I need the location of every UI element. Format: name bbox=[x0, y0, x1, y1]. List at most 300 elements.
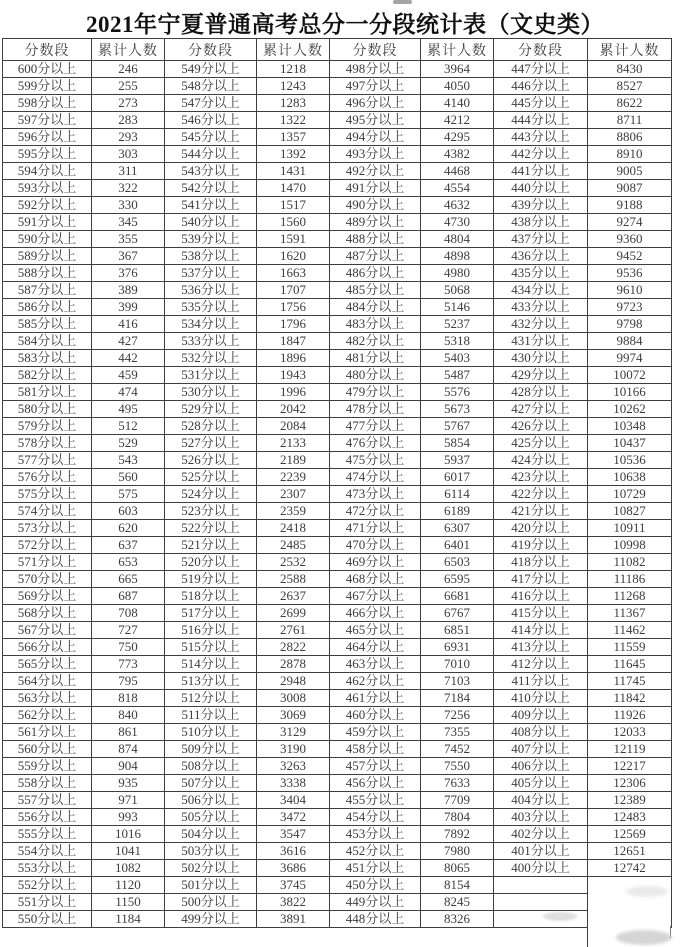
score-range-cell: 481分以上 bbox=[330, 350, 421, 367]
cumulative-count-cell: 4898 bbox=[421, 248, 494, 265]
score-range-cell: 412分以上 bbox=[494, 656, 588, 673]
cumulative-count-cell: 5068 bbox=[421, 282, 494, 299]
cumulative-count-cell: 10262 bbox=[588, 401, 672, 418]
table-row bbox=[3, 95, 672, 112]
cumulative-count-cell: 9536 bbox=[588, 265, 672, 282]
score-range-cell: 589分以上 bbox=[3, 248, 92, 265]
cumulative-count-cell: 9087 bbox=[588, 180, 672, 197]
score-range-cell: 503分以上 bbox=[165, 843, 257, 860]
cumulative-count-cell: 8326 bbox=[421, 911, 494, 928]
score-range-cell: 440分以上 bbox=[494, 180, 588, 197]
cumulative-count-cell: 2822 bbox=[257, 639, 330, 656]
score-range-cell: 499分以上 bbox=[165, 911, 257, 928]
cumulative-count-cell: 7550 bbox=[421, 758, 494, 775]
score-range-cell: 495分以上 bbox=[330, 112, 421, 129]
cumulative-count-cell: 7256 bbox=[421, 707, 494, 724]
scan-smudge bbox=[626, 886, 668, 897]
score-range-cell: 598分以上 bbox=[3, 95, 92, 112]
cumulative-count-cell: 495 bbox=[92, 401, 165, 418]
cumulative-count-cell: 7804 bbox=[421, 809, 494, 826]
cumulative-count-cell: 10348 bbox=[588, 418, 672, 435]
cumulative-count-cell: 9005 bbox=[588, 163, 672, 180]
score-range-cell: 583分以上 bbox=[3, 350, 92, 367]
table-row bbox=[3, 469, 672, 486]
score-range-cell: 461分以上 bbox=[330, 690, 421, 707]
cumulative-count-cell: 8711 bbox=[588, 112, 672, 129]
score-range-cell: 465分以上 bbox=[330, 622, 421, 639]
table-row bbox=[3, 248, 672, 265]
cumulative-count-cell: 1322 bbox=[257, 112, 330, 129]
score-range-cell: 537分以上 bbox=[165, 265, 257, 282]
cumulative-count-cell: 12119 bbox=[588, 741, 672, 758]
score-range-cell: 554分以上 bbox=[3, 843, 92, 860]
score-range-cell: 522分以上 bbox=[165, 520, 257, 537]
cumulative-count-cell: 10166 bbox=[588, 384, 672, 401]
cumulative-count-cell: 3964 bbox=[421, 61, 494, 78]
score-range-cell: 514分以上 bbox=[165, 656, 257, 673]
score-range-cell: 441分以上 bbox=[494, 163, 588, 180]
score-range-cell: 592分以上 bbox=[3, 197, 92, 214]
cumulative-count-cell: 971 bbox=[92, 792, 165, 809]
scan-smudge bbox=[616, 930, 672, 945]
cumulative-count-cell: 1620 bbox=[257, 248, 330, 265]
score-range-cell: 423分以上 bbox=[494, 469, 588, 486]
header-cell-cumulative-count-2: 累计人数 bbox=[257, 39, 330, 61]
score-range-cell: 474分以上 bbox=[330, 469, 421, 486]
score-range-cell: 540分以上 bbox=[165, 214, 257, 231]
score-range-cell: 558分以上 bbox=[3, 775, 92, 792]
cumulative-count-cell: 2359 bbox=[257, 503, 330, 520]
table-row bbox=[3, 622, 672, 639]
score-range-cell: 428分以上 bbox=[494, 384, 588, 401]
cumulative-count-cell: 1847 bbox=[257, 333, 330, 350]
cumulative-count-cell: 2948 bbox=[257, 673, 330, 690]
cumulative-count-cell: 10998 bbox=[588, 537, 672, 554]
cumulative-count-cell: 1392 bbox=[257, 146, 330, 163]
cumulative-count-cell: 773 bbox=[92, 656, 165, 673]
score-range-cell: 427分以上 bbox=[494, 401, 588, 418]
cumulative-count-cell: 1663 bbox=[257, 265, 330, 282]
score-range-cell: 594分以上 bbox=[3, 163, 92, 180]
score-range-cell: 538分以上 bbox=[165, 248, 257, 265]
score-range-cell: 403分以上 bbox=[494, 809, 588, 826]
cumulative-count-cell: 637 bbox=[92, 537, 165, 554]
cumulative-count-cell: 5237 bbox=[421, 316, 494, 333]
cumulative-count-cell: 12569 bbox=[588, 826, 672, 843]
cumulative-count-cell: 4140 bbox=[421, 95, 494, 112]
score-range-cell: 568分以上 bbox=[3, 605, 92, 622]
score-range-cell: 536分以上 bbox=[165, 282, 257, 299]
table-row bbox=[3, 265, 672, 282]
scan-artifact-mark bbox=[393, 0, 412, 4]
score-range-cell: 518分以上 bbox=[165, 588, 257, 605]
score-range-cell bbox=[494, 877, 588, 894]
cumulative-count-cell: 10072 bbox=[588, 367, 672, 384]
score-range-cell: 561分以上 bbox=[3, 724, 92, 741]
table-row bbox=[3, 690, 672, 707]
cumulative-count-cell: 7980 bbox=[421, 843, 494, 860]
table-row bbox=[3, 571, 672, 588]
score-range-cell: 531分以上 bbox=[165, 367, 257, 384]
score-range-cell: 523分以上 bbox=[165, 503, 257, 520]
header-cell-score-range-1: 分数段 bbox=[3, 39, 92, 61]
cumulative-count-cell: 2133 bbox=[257, 435, 330, 452]
cumulative-count-cell: 273 bbox=[92, 95, 165, 112]
score-range-cell: 468分以上 bbox=[330, 571, 421, 588]
score-range-cell bbox=[494, 894, 588, 911]
cumulative-count-cell: 442 bbox=[92, 350, 165, 367]
cumulative-count-cell: 4295 bbox=[421, 129, 494, 146]
cumulative-count-cell: 1218 bbox=[257, 61, 330, 78]
table-row bbox=[3, 707, 672, 724]
table-row bbox=[3, 639, 672, 656]
table-row bbox=[3, 129, 672, 146]
cumulative-count-cell: 1756 bbox=[257, 299, 330, 316]
score-range-cell: 573分以上 bbox=[3, 520, 92, 537]
cumulative-count-cell: 935 bbox=[92, 775, 165, 792]
score-range-cell: 483分以上 bbox=[330, 316, 421, 333]
cumulative-count-cell: 3745 bbox=[257, 877, 330, 894]
score-range-cell: 476分以上 bbox=[330, 435, 421, 452]
score-range-cell: 500分以上 bbox=[165, 894, 257, 911]
table-row bbox=[3, 656, 672, 673]
score-range-cell: 426分以上 bbox=[494, 418, 588, 435]
cumulative-count-cell: 416 bbox=[92, 316, 165, 333]
score-range-cell: 545分以上 bbox=[165, 129, 257, 146]
cumulative-count-cell: 7103 bbox=[421, 673, 494, 690]
cumulative-count-cell: 399 bbox=[92, 299, 165, 316]
table-body bbox=[3, 61, 672, 928]
score-range-cell: 435分以上 bbox=[494, 265, 588, 282]
cumulative-count-cell: 3338 bbox=[257, 775, 330, 792]
cumulative-count-cell: 11745 bbox=[588, 673, 672, 690]
score-range-cell: 413分以上 bbox=[494, 639, 588, 656]
score-range-cell: 559分以上 bbox=[3, 758, 92, 775]
cumulative-count-cell: 10536 bbox=[588, 452, 672, 469]
cumulative-count-cell: 1041 bbox=[92, 843, 165, 860]
score-range-cell: 419分以上 bbox=[494, 537, 588, 554]
table-row bbox=[3, 605, 672, 622]
cumulative-count-cell: 1082 bbox=[92, 860, 165, 877]
score-range-cell: 444分以上 bbox=[494, 112, 588, 129]
cumulative-count-cell: 3891 bbox=[257, 911, 330, 928]
table-row bbox=[3, 282, 672, 299]
score-range-cell: 584分以上 bbox=[3, 333, 92, 350]
cumulative-count-cell: 529 bbox=[92, 435, 165, 452]
header-cell-cumulative-count-1: 累计人数 bbox=[92, 39, 165, 61]
cumulative-count-cell: 560 bbox=[92, 469, 165, 486]
score-range-cell: 582分以上 bbox=[3, 367, 92, 384]
cumulative-count-cell: 311 bbox=[92, 163, 165, 180]
cumulative-count-cell: 7010 bbox=[421, 656, 494, 673]
cumulative-count-cell: 367 bbox=[92, 248, 165, 265]
score-range-cell: 450分以上 bbox=[330, 877, 421, 894]
cumulative-count-cell: 9188 bbox=[588, 197, 672, 214]
table-row bbox=[3, 112, 672, 129]
cumulative-count-cell: 7892 bbox=[421, 826, 494, 843]
header-cell-score-range-2: 分数段 bbox=[165, 39, 257, 61]
scan-smudge bbox=[543, 912, 577, 921]
score-range-cell: 464分以上 bbox=[330, 639, 421, 656]
score-range-cell: 487分以上 bbox=[330, 248, 421, 265]
score-range-cell: 455分以上 bbox=[330, 792, 421, 809]
score-range-cell: 579分以上 bbox=[3, 418, 92, 435]
table-row bbox=[3, 418, 672, 435]
score-range-cell: 409分以上 bbox=[494, 707, 588, 724]
score-range-cell: 543分以上 bbox=[165, 163, 257, 180]
score-range-cell: 424分以上 bbox=[494, 452, 588, 469]
cumulative-count-cell: 7355 bbox=[421, 724, 494, 741]
score-range-cell: 472分以上 bbox=[330, 503, 421, 520]
cumulative-count-cell: 1150 bbox=[92, 894, 165, 911]
score-range-cell: 431分以上 bbox=[494, 333, 588, 350]
score-range-cell: 515分以上 bbox=[165, 639, 257, 656]
cumulative-count-cell: 603 bbox=[92, 503, 165, 520]
cumulative-count-cell: 10911 bbox=[588, 520, 672, 537]
score-range-cell: 460分以上 bbox=[330, 707, 421, 724]
score-range-cell: 574分以上 bbox=[3, 503, 92, 520]
cumulative-count-cell: 11268 bbox=[588, 588, 672, 605]
score-range-cell: 448分以上 bbox=[330, 911, 421, 928]
score-range-cell: 457分以上 bbox=[330, 758, 421, 775]
cumulative-count-cell: 750 bbox=[92, 639, 165, 656]
score-range-cell: 408分以上 bbox=[494, 724, 588, 741]
score-range-cell: 551分以上 bbox=[3, 894, 92, 911]
cumulative-count-cell: 9452 bbox=[588, 248, 672, 265]
score-range-cell: 438分以上 bbox=[494, 214, 588, 231]
table-row bbox=[3, 350, 672, 367]
table-row bbox=[3, 503, 672, 520]
score-range-cell: 463分以上 bbox=[330, 656, 421, 673]
cumulative-count-cell: 6931 bbox=[421, 639, 494, 656]
cumulative-count-cell: 1184 bbox=[92, 911, 165, 928]
cumulative-count-cell: 2532 bbox=[257, 554, 330, 571]
score-range-cell: 532分以上 bbox=[165, 350, 257, 367]
cumulative-count-cell: 11462 bbox=[588, 622, 672, 639]
cumulative-count-cell: 11559 bbox=[588, 639, 672, 656]
score-range-cell: 475分以上 bbox=[330, 452, 421, 469]
cumulative-count-cell: 2042 bbox=[257, 401, 330, 418]
score-range-cell: 526分以上 bbox=[165, 452, 257, 469]
cumulative-count-cell: 1016 bbox=[92, 826, 165, 843]
score-range-cell: 591分以上 bbox=[3, 214, 92, 231]
cumulative-count-cell: 543 bbox=[92, 452, 165, 469]
score-range-cell: 506分以上 bbox=[165, 792, 257, 809]
table-row bbox=[3, 775, 672, 792]
cumulative-count-cell: 3263 bbox=[257, 758, 330, 775]
score-range-cell: 566分以上 bbox=[3, 639, 92, 656]
cumulative-count-cell: 11842 bbox=[588, 690, 672, 707]
table-header bbox=[3, 39, 672, 61]
cumulative-count-cell: 427 bbox=[92, 333, 165, 350]
cumulative-count-cell: 8245 bbox=[421, 894, 494, 911]
score-range-cell: 597分以上 bbox=[3, 112, 92, 129]
table-row bbox=[3, 299, 672, 316]
cumulative-count-cell: 11926 bbox=[588, 707, 672, 724]
score-range-cell: 533分以上 bbox=[165, 333, 257, 350]
score-range-cell: 534分以上 bbox=[165, 316, 257, 333]
table-row bbox=[3, 741, 672, 758]
cumulative-count-cell: 11186 bbox=[588, 571, 672, 588]
score-range-cell: 569分以上 bbox=[3, 588, 92, 605]
score-range-cell: 513分以上 bbox=[165, 673, 257, 690]
score-range-cell: 492分以上 bbox=[330, 163, 421, 180]
cumulative-count-cell: 7452 bbox=[421, 741, 494, 758]
cumulative-count-cell: 993 bbox=[92, 809, 165, 826]
score-range-cell: 482分以上 bbox=[330, 333, 421, 350]
cumulative-count-cell: 708 bbox=[92, 605, 165, 622]
cumulative-count-cell: 6851 bbox=[421, 622, 494, 639]
cumulative-count-cell: 5937 bbox=[421, 452, 494, 469]
score-range-cell: 541分以上 bbox=[165, 197, 257, 214]
cumulative-count-cell: 9360 bbox=[588, 231, 672, 248]
cumulative-count-cell: 12306 bbox=[588, 775, 672, 792]
cumulative-count-cell: 687 bbox=[92, 588, 165, 605]
score-range-cell: 529分以上 bbox=[165, 401, 257, 418]
score-range-cell: 497分以上 bbox=[330, 78, 421, 95]
score-range-cell: 458分以上 bbox=[330, 741, 421, 758]
cumulative-count-cell: 575 bbox=[92, 486, 165, 503]
cumulative-count-cell: 330 bbox=[92, 197, 165, 214]
table-row bbox=[3, 452, 672, 469]
score-range-cell: 401分以上 bbox=[494, 843, 588, 860]
cumulative-count-cell: 283 bbox=[92, 112, 165, 129]
cumulative-count-cell: 795 bbox=[92, 673, 165, 690]
cumulative-count-cell: 2699 bbox=[257, 605, 330, 622]
score-range-cell: 539分以上 bbox=[165, 231, 257, 248]
score-range-cell: 575分以上 bbox=[3, 486, 92, 503]
score-range-cell: 432分以上 bbox=[494, 316, 588, 333]
score-range-cell: 587分以上 bbox=[3, 282, 92, 299]
cumulative-count-cell: 10827 bbox=[588, 503, 672, 520]
cumulative-count-cell: 3616 bbox=[257, 843, 330, 860]
cumulative-count-cell: 5767 bbox=[421, 418, 494, 435]
score-range-cell: 525分以上 bbox=[165, 469, 257, 486]
table-row bbox=[3, 860, 672, 877]
cumulative-count-cell: 8527 bbox=[588, 78, 672, 95]
score-range-cell: 560分以上 bbox=[3, 741, 92, 758]
cumulative-count-cell: 8065 bbox=[421, 860, 494, 877]
cumulative-count-cell: 12483 bbox=[588, 809, 672, 826]
score-range-cell: 508分以上 bbox=[165, 758, 257, 775]
header-cell-cumulative-count-3: 累计人数 bbox=[421, 39, 494, 61]
table-row bbox=[3, 809, 672, 826]
cumulative-count-cell: 2189 bbox=[257, 452, 330, 469]
score-range-cell: 484分以上 bbox=[330, 299, 421, 316]
cumulative-count-cell: 293 bbox=[92, 129, 165, 146]
cumulative-count-cell: 5318 bbox=[421, 333, 494, 350]
score-range-cell: 471分以上 bbox=[330, 520, 421, 537]
score-range-cell: 454分以上 bbox=[330, 809, 421, 826]
cumulative-count-cell: 376 bbox=[92, 265, 165, 282]
score-range-cell: 548分以上 bbox=[165, 78, 257, 95]
score-range-cell: 422分以上 bbox=[494, 486, 588, 503]
table-row bbox=[3, 316, 672, 333]
table-row bbox=[3, 214, 672, 231]
score-range-cell: 470分以上 bbox=[330, 537, 421, 554]
score-range-cell: 478分以上 bbox=[330, 401, 421, 418]
cumulative-count-cell: 5854 bbox=[421, 435, 494, 452]
score-range-cell: 447分以上 bbox=[494, 61, 588, 78]
score-range-cell: 535分以上 bbox=[165, 299, 257, 316]
score-range-cell: 417分以上 bbox=[494, 571, 588, 588]
cumulative-count-cell: 874 bbox=[92, 741, 165, 758]
cumulative-count-cell: 355 bbox=[92, 231, 165, 248]
score-range-cell: 410分以上 bbox=[494, 690, 588, 707]
score-range-cell: 571分以上 bbox=[3, 554, 92, 571]
table-row bbox=[3, 554, 672, 571]
cumulative-count-cell: 904 bbox=[92, 758, 165, 775]
cumulative-count-cell bbox=[588, 894, 672, 911]
table-row bbox=[3, 673, 672, 690]
cumulative-count-cell: 2307 bbox=[257, 486, 330, 503]
cumulative-count-cell: 4468 bbox=[421, 163, 494, 180]
cumulative-count-cell: 5487 bbox=[421, 367, 494, 384]
score-range-cell: 421分以上 bbox=[494, 503, 588, 520]
table-row bbox=[3, 384, 672, 401]
score-range-cell: 600分以上 bbox=[3, 61, 92, 78]
score-range-cell: 528分以上 bbox=[165, 418, 257, 435]
cumulative-count-cell: 2418 bbox=[257, 520, 330, 537]
cumulative-count-cell: 8622 bbox=[588, 95, 672, 112]
score-range-cell: 519分以上 bbox=[165, 571, 257, 588]
score-range-cell: 404分以上 bbox=[494, 792, 588, 809]
score-range-cell: 485分以上 bbox=[330, 282, 421, 299]
score-range-cell: 498分以上 bbox=[330, 61, 421, 78]
score-range-cell: 479分以上 bbox=[330, 384, 421, 401]
cumulative-count-cell: 12651 bbox=[588, 843, 672, 860]
score-range-cell: 511分以上 bbox=[165, 707, 257, 724]
score-range-cell: 425分以上 bbox=[494, 435, 588, 452]
score-range-cell: 516分以上 bbox=[165, 622, 257, 639]
score-range-cell: 494分以上 bbox=[330, 129, 421, 146]
cumulative-count-cell: 12217 bbox=[588, 758, 672, 775]
table-row bbox=[3, 826, 672, 843]
cumulative-count-cell: 10437 bbox=[588, 435, 672, 452]
score-range-cell: 504分以上 bbox=[165, 826, 257, 843]
score-range-cell: 502分以上 bbox=[165, 860, 257, 877]
cumulative-count-cell: 1560 bbox=[257, 214, 330, 231]
cumulative-count-cell bbox=[588, 911, 672, 928]
table-row bbox=[3, 367, 672, 384]
score-range-cell: 501分以上 bbox=[165, 877, 257, 894]
score-range-cell: 459分以上 bbox=[330, 724, 421, 741]
cumulative-count-cell: 8154 bbox=[421, 877, 494, 894]
score-range-cell: 595分以上 bbox=[3, 146, 92, 163]
cumulative-count-cell: 474 bbox=[92, 384, 165, 401]
cumulative-count-cell: 3129 bbox=[257, 724, 330, 741]
cumulative-count-cell: 4212 bbox=[421, 112, 494, 129]
score-range-cell: 416分以上 bbox=[494, 588, 588, 605]
score-range-cell: 405分以上 bbox=[494, 775, 588, 792]
cumulative-count-cell: 861 bbox=[92, 724, 165, 741]
header-cell-score-range-3: 分数段 bbox=[330, 39, 421, 61]
table-row bbox=[3, 61, 672, 78]
table-row bbox=[3, 197, 672, 214]
cumulative-count-cell: 12033 bbox=[588, 724, 672, 741]
table-row bbox=[3, 401, 672, 418]
cumulative-count-cell: 1796 bbox=[257, 316, 330, 333]
score-range-cell: 400分以上 bbox=[494, 860, 588, 877]
cumulative-count-cell: 322 bbox=[92, 180, 165, 197]
cumulative-count-cell: 1357 bbox=[257, 129, 330, 146]
cumulative-count-cell: 2588 bbox=[257, 571, 330, 588]
cumulative-count-cell: 12742 bbox=[588, 860, 672, 877]
score-range-cell: 542分以上 bbox=[165, 180, 257, 197]
score-range-cell: 586分以上 bbox=[3, 299, 92, 316]
score-range-cell: 477分以上 bbox=[330, 418, 421, 435]
score-range-cell: 496分以上 bbox=[330, 95, 421, 112]
